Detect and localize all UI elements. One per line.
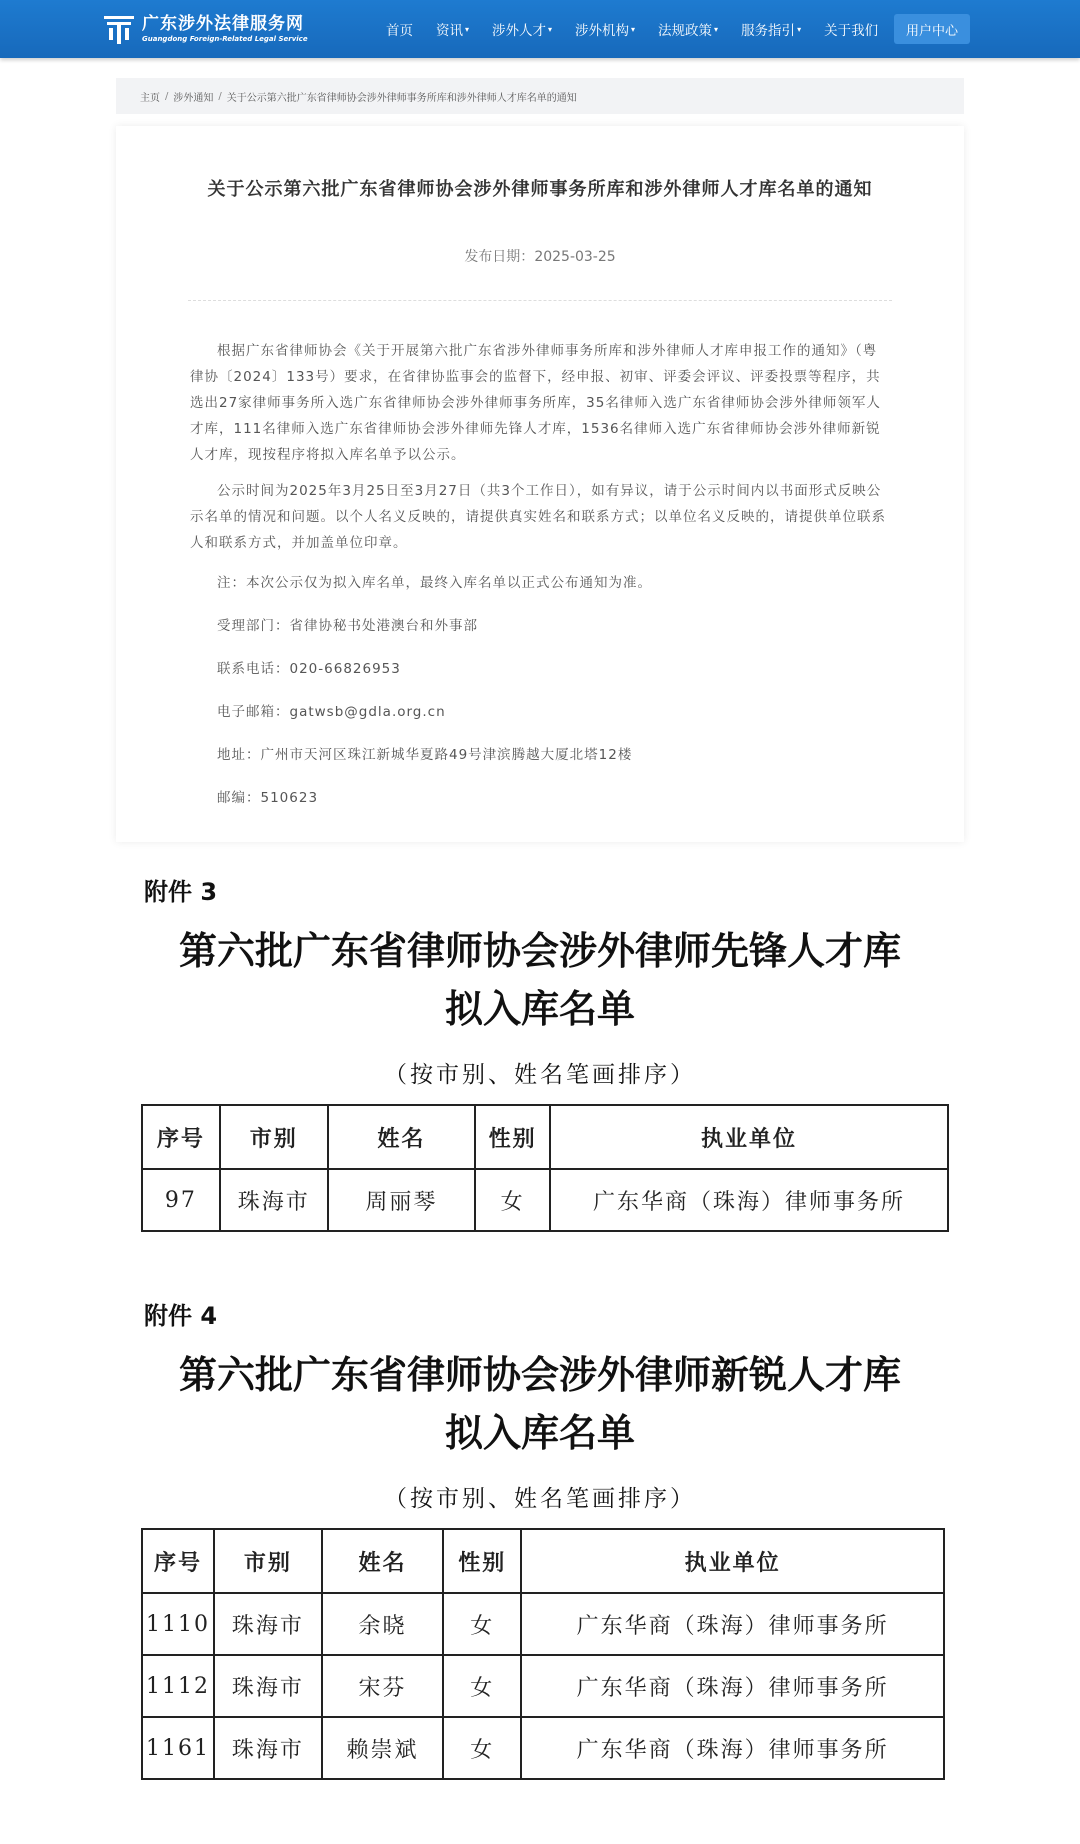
article-paragraph: 根据广东省律师协会《关于开展第六批广东省涉外律师事务所库和涉外律师人才库申报工作的通知》（粤律协〔2024〕133号）要求，在省律协监事会的监督下，经申报、初审、评委会评议、评委投票等程序，共选出27家律师事务所入选广东省律师协会涉外律师事务所库，35名律师入选广东省律师协会涉外律师领军人才库，111名律师入选广东省律师协会涉外律师先锋人才库，1536名律师入选广东省律师协会涉外律师新锐人才库，现按程序将拟入库名单予以公示。: [190, 343, 881, 463]
attachment-title-line: 第六批广东省律师协会涉外律师新锐人才库: [178, 1352, 901, 1397]
logo-icon: [104, 14, 134, 44]
attachment-subtitle: （按市别、姓名笔画排序）: [384, 1062, 696, 1088]
article-postcode: 邮编：510623: [217, 790, 319, 806]
site-logo[interactable]: [104, 12, 308, 46]
breadcrumb-home[interactable]: 主页: [140, 92, 160, 104]
user-center-button[interactable]: 用户中心: [894, 14, 970, 44]
table-cell: 余晓: [322, 1593, 444, 1655]
table-cell: 广东华商（珠海）律师事务所: [521, 1655, 944, 1717]
header-cell: 市别: [214, 1529, 322, 1593]
main-nav: [386, 0, 901, 58]
nav-label: 服务指引: [741, 23, 796, 39]
table-cell: 广东华商（珠海）律师事务所: [550, 1169, 948, 1231]
breadcrumb-section[interactable]: 涉外通知: [173, 92, 214, 104]
table-cell: 周丽琴: [328, 1169, 476, 1231]
table-cell: 1161: [142, 1717, 214, 1779]
header-cell: 性别: [443, 1529, 521, 1593]
article-body: [190, 338, 890, 828]
table-cell: 女: [475, 1169, 550, 1231]
article-department: 受理部门：省律协秘书处港澳台和外事部: [217, 618, 478, 634]
table-row: [142, 1593, 944, 1655]
attachment-title-line: 拟入库名单: [444, 986, 635, 1031]
table-row: [142, 1655, 944, 1717]
article-email: 电子邮箱：gatwsb@gdla.org.cn: [217, 704, 446, 720]
header-cell: 姓名: [322, 1529, 444, 1593]
nav-item-policy[interactable]: [658, 19, 718, 39]
article-paragraph: 公示时间为2025年3月25日至3月27日（共3个工作日），如有异议，请于公示时间内以书面形式反映公示名单的情况和问题。以个人名义反映的，请提供真实姓名和联系方式；以单位名义反映的，请提供单位联系人和联系方式，并加盖单位印章。: [190, 483, 886, 551]
article-phone: 联系电话：020-66826953: [217, 661, 401, 677]
nav-label: 涉外机构: [575, 23, 630, 39]
nav-item-news[interactable]: [436, 19, 469, 39]
header-cell: 姓名: [328, 1105, 476, 1169]
nav-label: 涉外人才: [492, 23, 547, 39]
article-divider: [188, 300, 892, 301]
caret-down-icon: ▾: [631, 24, 636, 34]
nav-label: 关于我们: [824, 23, 879, 39]
attachment-label: 附件 4: [144, 1302, 218, 1330]
nav-item-home[interactable]: [386, 19, 413, 39]
caret-down-icon: ▾: [714, 24, 719, 34]
table-header-row: [142, 1529, 944, 1593]
nav-item-guide[interactable]: [741, 19, 801, 39]
article-note: 注：本次公示仅为拟入库名单，最终入库名单以正式公布通知为准。: [217, 575, 652, 591]
table-row: [142, 1169, 948, 1231]
table-cell: 珠海市: [220, 1169, 328, 1231]
roster-table: [141, 1104, 949, 1232]
table-cell: 女: [443, 1593, 521, 1655]
attachment-title-line: 拟入库名单: [444, 1410, 635, 1455]
table-cell: 珠海市: [214, 1717, 322, 1779]
article-date: [116, 246, 964, 266]
attachment-title: [100, 1346, 980, 1462]
table-row: [142, 1717, 944, 1779]
nav-label: 法规政策: [658, 23, 713, 39]
breadcrumb-separator: /: [165, 90, 169, 102]
header-cell: 序号: [142, 1105, 220, 1169]
attachment-subtitle: （按市别、姓名笔画排序）: [384, 1486, 696, 1512]
table-cell: 赖崇斌: [322, 1717, 444, 1779]
table-cell: 珠海市: [214, 1593, 322, 1655]
table-cell: 女: [443, 1717, 521, 1779]
nav-label: 资讯: [436, 23, 463, 39]
header-cell: 执业单位: [521, 1529, 944, 1593]
breadcrumb-separator: /: [218, 90, 222, 102]
table-cell: 宋芬: [322, 1655, 444, 1717]
table-cell: 珠海市: [214, 1655, 322, 1717]
header-cell: 序号: [142, 1529, 214, 1593]
table-cell: 广东华商（珠海）律师事务所: [521, 1593, 944, 1655]
site-name: 广东涉外法律服务网: [142, 14, 304, 34]
article-title: 关于公示第六批广东省律师协会涉外律师事务所库和涉外律师人才库名单的通知: [207, 179, 873, 200]
caret-down-icon: ▾: [548, 24, 553, 34]
date-value: 2025-03-25: [534, 249, 616, 265]
table-header-row: [142, 1105, 948, 1169]
article-address: 地址：广州市天河区珠江新城华夏路49号津滨腾越大厦北塔12楼: [217, 747, 633, 763]
site-name-en: Guangdong Foreign-Related Legal Service: [142, 35, 308, 43]
article-card: [116, 126, 964, 842]
caret-down-icon: ▾: [465, 24, 470, 34]
attachment-title: [100, 922, 980, 1038]
roster-table: [141, 1528, 945, 1780]
header-cell: 市别: [220, 1105, 328, 1169]
nav-label: 首页: [386, 23, 413, 39]
table-cell: 广东华商（珠海）律师事务所: [521, 1717, 944, 1779]
caret-down-icon: ▾: [797, 24, 802, 34]
table-cell: 女: [443, 1655, 521, 1717]
table-cell: 1112: [142, 1655, 214, 1717]
attachment-title-line: 第六批广东省律师协会涉外律师先锋人才库: [178, 928, 901, 973]
attachment-label: 附件 3: [144, 878, 218, 906]
table-cell: 97: [142, 1169, 220, 1231]
nav-item-institutions[interactable]: [575, 19, 635, 39]
top-navbar: [0, 0, 1080, 58]
table-cell: 1110: [142, 1593, 214, 1655]
header-cell: 执业单位: [550, 1105, 948, 1169]
header-cell: 性别: [475, 1105, 550, 1169]
date-label: 发布日期：: [464, 249, 535, 265]
nav-item-about[interactable]: [824, 19, 878, 39]
nav-item-talent[interactable]: [492, 19, 552, 39]
breadcrumb-current: 关于公示第六批广东省律师协会涉外律师事务所库和涉外律师人才库名单的通知: [226, 92, 577, 104]
breadcrumb: [116, 78, 964, 114]
